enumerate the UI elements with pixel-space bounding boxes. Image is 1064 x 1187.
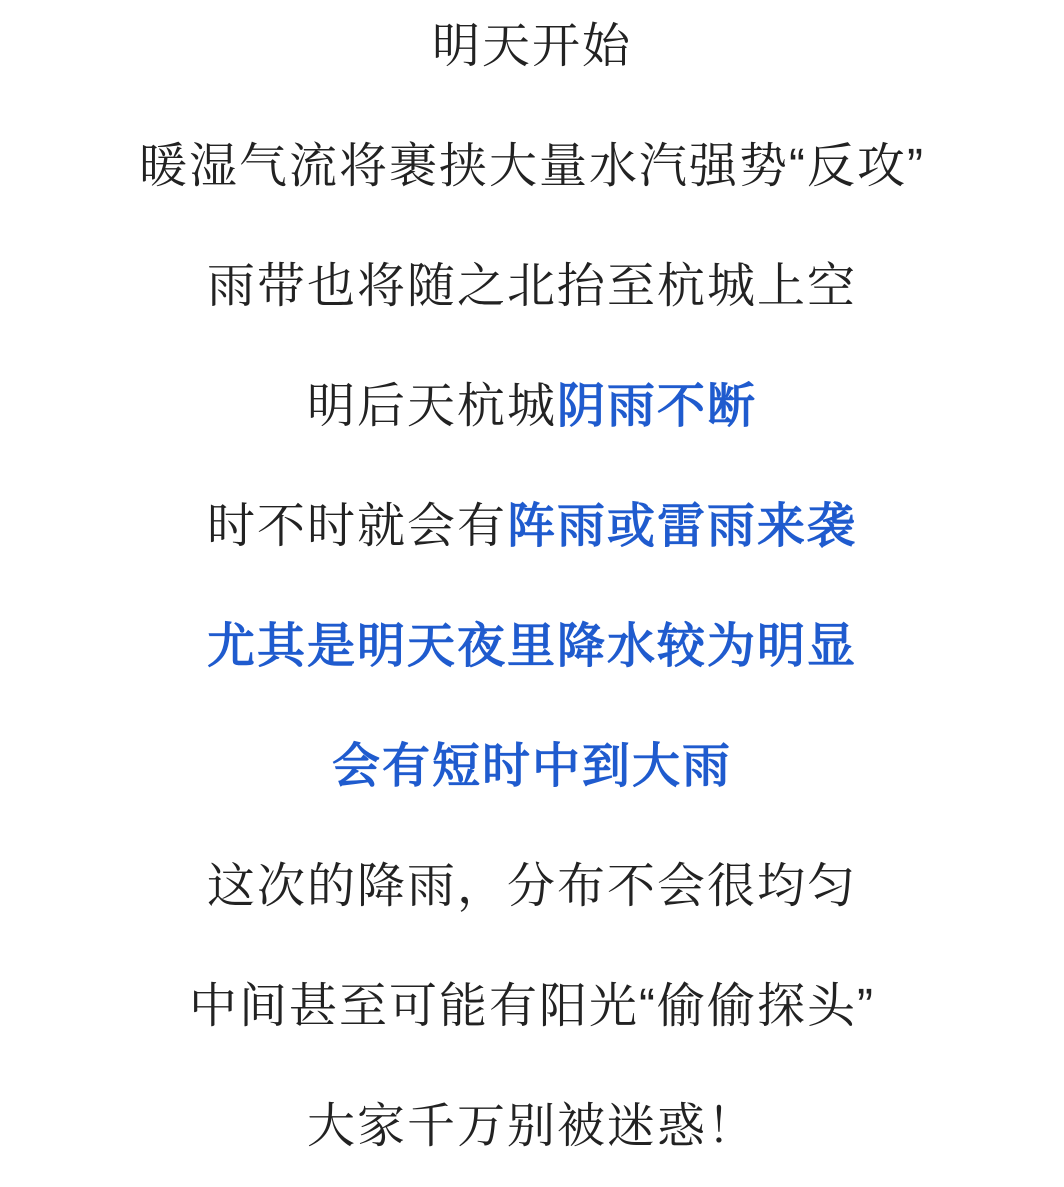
text-segment: 这次的降雨，分布不会很均匀	[206, 860, 857, 913]
text-line	[0, 347, 1064, 467]
text-line	[0, 107, 1064, 227]
highlighted-text-segment: 阴雨不断	[557, 380, 758, 433]
text-line	[0, 947, 1064, 1067]
text-line	[0, 0, 1064, 107]
highlighted-text-segment: 阵雨或雷雨来袭	[507, 500, 858, 553]
text-line	[0, 227, 1064, 347]
text-line	[0, 827, 1064, 947]
text-segment: 暖湿气流将裹挟大量水汽强势“反攻”	[139, 140, 925, 193]
text-segment: 明天开始	[431, 20, 632, 73]
text-segment: 雨带也将随之北抬至杭城上空	[206, 260, 857, 313]
text-segment: 大家千万别被迷惑！	[306, 1100, 757, 1153]
text-segment: 中间甚至可能有阳光“偷偷探头”	[189, 980, 875, 1033]
highlighted-text-segment: 会有短时中到大雨	[331, 740, 732, 793]
text-line	[0, 587, 1064, 707]
text-line	[0, 467, 1064, 587]
text-segment: 时不时就会有	[206, 500, 507, 553]
text-line	[0, 707, 1064, 827]
text-segment: 明后天杭城	[306, 380, 557, 433]
text-line	[0, 1067, 1064, 1187]
highlighted-text-segment: 尤其是明天夜里降水较为明显	[206, 620, 857, 673]
